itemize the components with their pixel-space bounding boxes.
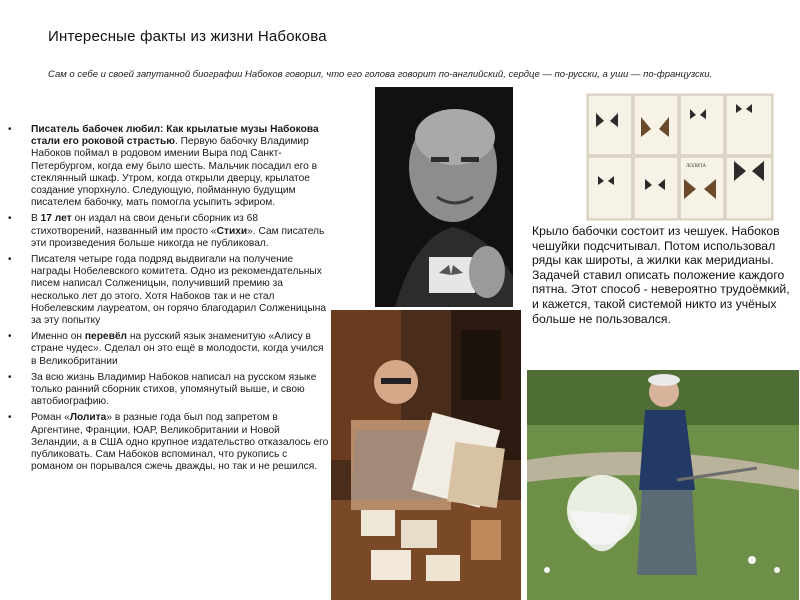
plate-caption: ЛОЛИТА [686,164,707,169]
fact-bold: перевёл [84,331,127,343]
fact-text: он издал на свои деньги сборник из 68 стихотворений, названный им просто « [31,213,259,237]
list-item [8,254,330,327]
portrait-photo [375,87,513,307]
fact-text: В [31,213,41,225]
fact-lead: Писатель бабочек любил: Как крылатые музы Набокова стали его роковой страстью [31,124,319,148]
fact-text: За всю жизнь Владимир Набоков написал на русском языке только ранний сборник стихов, упомянутый выше, и свою автобиографию. [31,371,317,408]
fact-text: » в разные года был под запретом в Аргентине, Франции, ЮАР, Великобритании и Новой Зеландии, а в США одно крупное издательство отказалось его публиковать. Сам Набоков вспоминал, что рукопись с романом он порывался сжечь дважды, но так и не решился. [31,412,329,473]
fact-text: Именно он [31,331,85,343]
fact-bold: Стихи [216,225,248,237]
list-item [8,331,330,368]
fact-text: . Первую бабочку Владимир Набоков поймал в родовом имении Выра под Санкт-Петербургом, когда ему было шесть. Мальчик посадил его в стеклянный шкаф. Утром, когда открыли дверцу, крылатое создание упорхнуло. Следующую, пойманную будущим писателем бабочку, мать помогла усыпить эфиром. [31,136,318,209]
list-item [8,213,330,250]
facts-list [8,124,330,477]
fact-bold: Лолита [69,412,107,424]
list-item [8,372,330,409]
fact-text: Писателя четыре года подряд выдвигали на получение награды Нобелевского комитета. Одно из рекомендательных писем написал Солженицын, получивший премию за несколько лет до этого. Хотя Набоков так и не стал Нобелевским лауреатом, он горячо благодарил Солженицына за эту попытку [31,254,326,327]
fact-text: на русский язык знаменитую «Алису в стране чудес». Сделал он это ещё в молодости, когда учился в Великобритании [31,331,324,367]
fact-bold: 17 лет [40,213,72,225]
butterfly-wing-note: Крыло бабочки состоит из чешуек. Набоков чешуйки подсчитывал. Потом использовал ряды как широты, а жилки как меридианы. Задачей ставил описать положение каждого пятна. Этот способ - невероятно трудоёмкий, и кажется, такой системой никто из учёных больше не пользовался. [532,224,790,326]
butterfly-plates [586,93,774,221]
field-photo [527,370,799,600]
list-item [8,124,330,209]
list-item [8,412,330,473]
fact-text: Роман « [31,412,70,424]
page-title: Интересные факты из жизни Набокова [48,28,327,45]
fact-text: ». Сам писатель эти произведения больше никогда не публиковал. [31,225,325,249]
quote-subtitle: Сам о себе и своей запутанной биографии Набоков говорил, что его голова говорит по-английский, сердце — по-русски, а уши — по-французски. [48,69,713,80]
study-photo [331,310,521,600]
